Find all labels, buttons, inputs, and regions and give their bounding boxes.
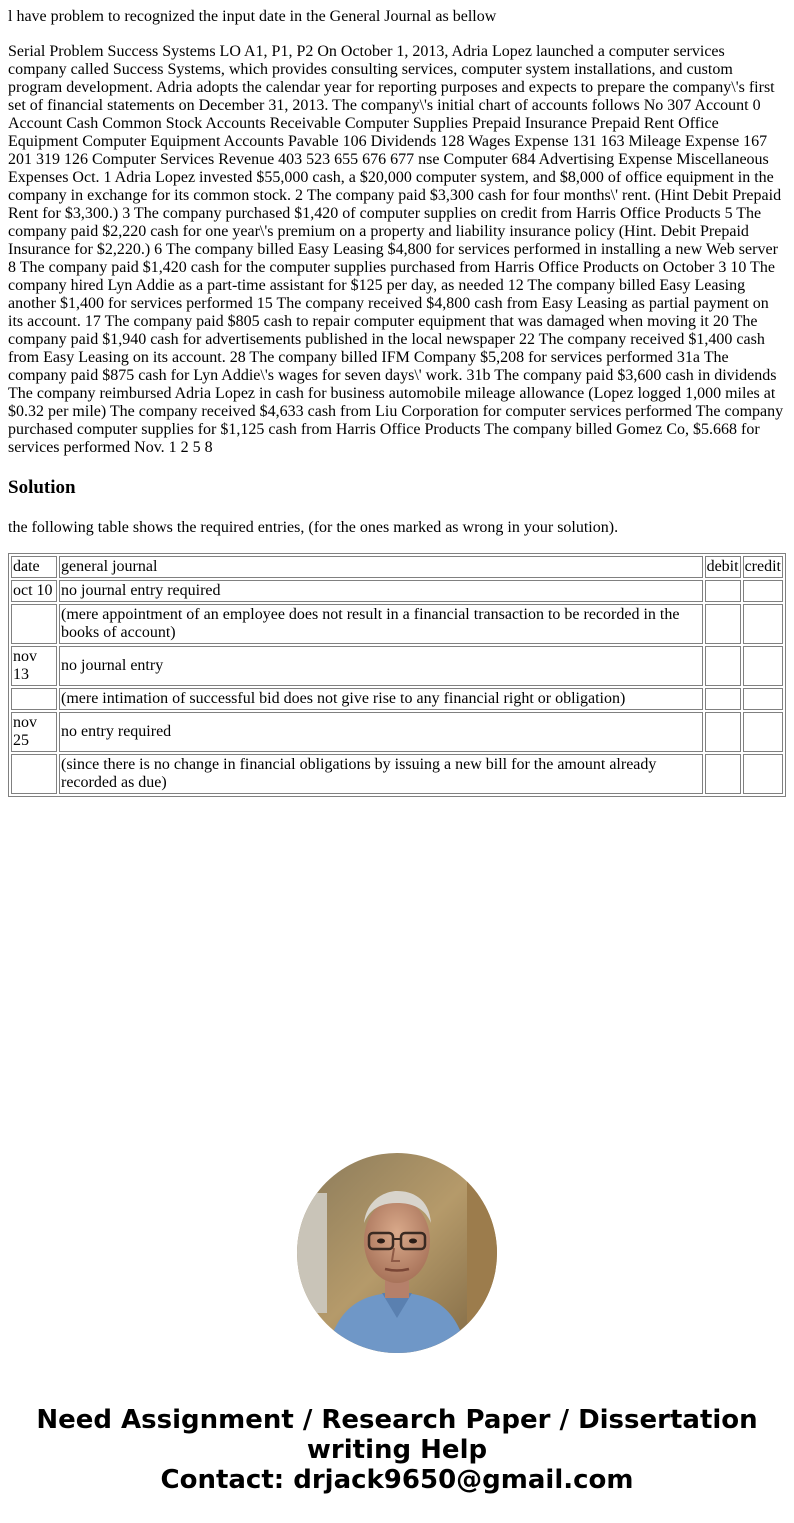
problem-text: Serial Problem Success Systems LO A1, P1, P2 On October 1, 2013, Adria Lopez launched a computer services company called Success Systems, which provides consulting services, computer system installations, and custom program development. Adria adopts the calendar year for reporting purposes and expects to prepare the company\'s first set of financial statements on December 31, 2013. The company\'s initial chart of accounts follows No 307 Account 0 Account Cash Common Stock Accounts Receivable Computer Supplies Prepaid Insurance Prepaid Rent Office Equipment Computer Equipment Accounts Pavable 106 Dividends 128 Wages Expense 131 163 Mileage Expense 167 201 319 126 Computer Services Revenue 403 523 655 676 677 nse Computer 684 Advertising Expense Miscellaneous Expenses Oct. 1 Adria Lopez invested $55,000 cash, a $20,000 computer system, and $8,000 of office equipment in the company in exchange for its common stock. 2 The company paid $3,300 cash for four months\' rent. (Hint Debit Prepaid Rent for $3,300.) 3 The company purchased $1,420 of computer supplies on credit from Harris Office Products 5 The company paid $2,220 cash for one year\'s premium on a property and liability insurance policy (Hint. Debit Prepaid Insurance for $2,220.) 6 The company billed Easy Leasing $4,800 for services performed in installing a new Web server 8 The company paid $1,420 cash for the computer supplies purchased from Harris Office Products on October 3 10 The company hired Lyn Addie as a part-time assistant for $125 per day, as needed 12 The company billed Easy Leasing another $1,400 for services performed 15 The company received $4,800 cash from Easy Leasing as partial payment on its account. 17 The company paid $805 cash to repair computer equipment that was damaged when moving it 20 The company paid $1,940 cash for advertisements published in the local newspaper 22 The company received $1,400 cash from Easy Leasing on its account. 28 The company billed IFM Company $5,208 for services performed 31a The company paid $875 cash for Lyn Addie\'s wages for seven days\' work. 31b The company paid $3,600 cash in dividends The company reimbursed Adria Lopez in cash for business automobile mileage allowance (Lopez logged 1,000 miles at $0.32 per mile) The company received $4,633 cash from Liu Corporation for computer services performed The company purchased computer supplies for $1,125 cash from Harris Office Products The company billed Gomez Co, $5.668 for services performed Nov. 1 2 5 8 — [8, 43, 784, 456]
cell-debit — [705, 604, 741, 644]
cell-date: nov 13 — [11, 646, 57, 686]
cell-credit — [743, 688, 783, 710]
cell-date: oct 10 — [11, 580, 57, 602]
cell-journal: (mere appointment of an employee does not result in a financial transaction to be recorded in the books of account) — [59, 604, 703, 644]
cell-debit — [705, 688, 741, 710]
header-journal: general journal — [59, 556, 703, 578]
question-title: l have problem to recognized the input date in the General Journal as bellow — [8, 8, 497, 25]
cell-journal: (mere intimation of successful bid does not give rise to any financial right or obligation) — [59, 688, 703, 710]
cell-date — [11, 604, 57, 644]
cell-credit — [743, 646, 783, 686]
cell-debit — [705, 712, 741, 752]
cell-date: nov 25 — [11, 712, 57, 752]
promo-help-text: Need Assignment / Research Paper / Dissertation writing Help — [36, 1405, 758, 1465]
promo-contact: Contact: drjack9650@gmail.com — [160, 1465, 634, 1495]
table-row — [11, 688, 783, 710]
cell-debit — [705, 754, 741, 794]
header-debit: debit — [705, 556, 741, 578]
cell-credit — [743, 604, 783, 644]
cell-journal: no entry required — [59, 712, 703, 752]
table-row — [11, 754, 783, 794]
cell-journal: no journal entry required — [59, 580, 703, 602]
header-credit: credit — [743, 556, 783, 578]
table-row — [11, 712, 783, 752]
solution-intro: the following table shows the required entries, (for the ones marked as wrong in your solution). — [8, 519, 619, 536]
author-photo — [297, 1153, 497, 1353]
cell-credit — [743, 754, 783, 794]
header-date: date — [11, 556, 57, 578]
promo-banner — [0, 1405, 794, 1495]
cell-debit — [705, 580, 741, 602]
table-row — [11, 580, 783, 602]
cell-credit — [743, 580, 783, 602]
cell-credit — [743, 712, 783, 752]
cell-journal: no journal entry — [59, 646, 703, 686]
cell-date — [11, 754, 57, 794]
table-row — [11, 604, 783, 644]
cell-date — [11, 688, 57, 710]
journal-table — [8, 553, 786, 797]
cell-journal: (since there is no change in financial obligations by issuing a new bill for the amount already recorded as due) — [59, 754, 703, 794]
table-header-row — [11, 556, 783, 578]
cell-debit — [705, 646, 741, 686]
solution-heading: Solution — [8, 477, 76, 498]
table-row — [11, 646, 783, 686]
